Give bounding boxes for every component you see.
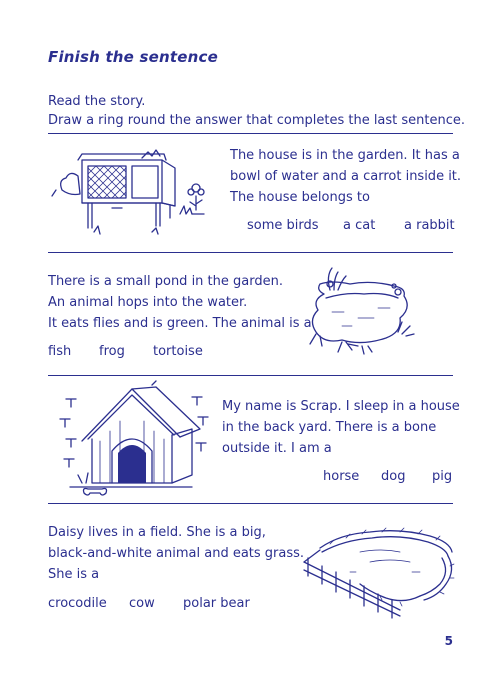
story-line: She is a (48, 567, 100, 582)
instruction-line: Draw a ring round the answer that completes the last sentence. (48, 113, 466, 128)
answer-option[interactable]: fish (48, 344, 72, 359)
divider (48, 503, 453, 504)
answer-option[interactable]: tortoise (153, 344, 203, 359)
divider (48, 252, 453, 253)
divider (48, 133, 453, 134)
story-line: in the back yard. There is a bone (222, 420, 437, 435)
instruction-line: Read the story. (48, 94, 146, 109)
dog-kennel-illustration (52, 383, 217, 498)
answer-option[interactable]: cow (129, 596, 155, 611)
answer-option[interactable]: some birds (247, 218, 319, 233)
answer-option[interactable]: a cat (343, 218, 376, 233)
rabbit-hutch-illustration (52, 148, 217, 243)
story-line: The house belongs to (230, 190, 370, 205)
answer-option[interactable]: crocodile (48, 596, 107, 611)
answer-option[interactable]: horse (323, 469, 360, 484)
answer-option[interactable]: dog (381, 469, 406, 484)
story-line: An animal hops into the water. (48, 295, 248, 310)
story-line: The house is in the garden. It has a (230, 148, 460, 163)
story-text (48, 271, 312, 334)
page-number: 5 (444, 634, 453, 648)
story-line: My name is Scrap. I sleep in a house (222, 399, 460, 414)
pond-illustration (302, 262, 417, 362)
story-text (230, 145, 461, 208)
story-line: outside it. I am a (222, 441, 332, 456)
answer-option[interactable]: polar bear (183, 596, 250, 611)
story-text (222, 396, 460, 459)
answer-option[interactable]: pig (432, 469, 453, 484)
story-text (48, 522, 304, 585)
divider (48, 375, 453, 376)
story-line: bowl of water and a carrot inside it. (230, 169, 462, 184)
field-illustration (300, 522, 460, 617)
instructions (48, 92, 465, 130)
story-line: There is a small pond in the garden. (48, 274, 283, 289)
story-line: black-and-white animal and eats grass. (48, 546, 305, 561)
answer-option[interactable]: a rabbit (404, 218, 455, 233)
page-title: Finish the sentence (48, 48, 218, 66)
answer-option[interactable]: frog (99, 344, 125, 359)
story-line: It eats flies and is green. The animal is a (48, 316, 312, 331)
story-line: Daisy lives in a field. She is a big, (48, 525, 266, 540)
